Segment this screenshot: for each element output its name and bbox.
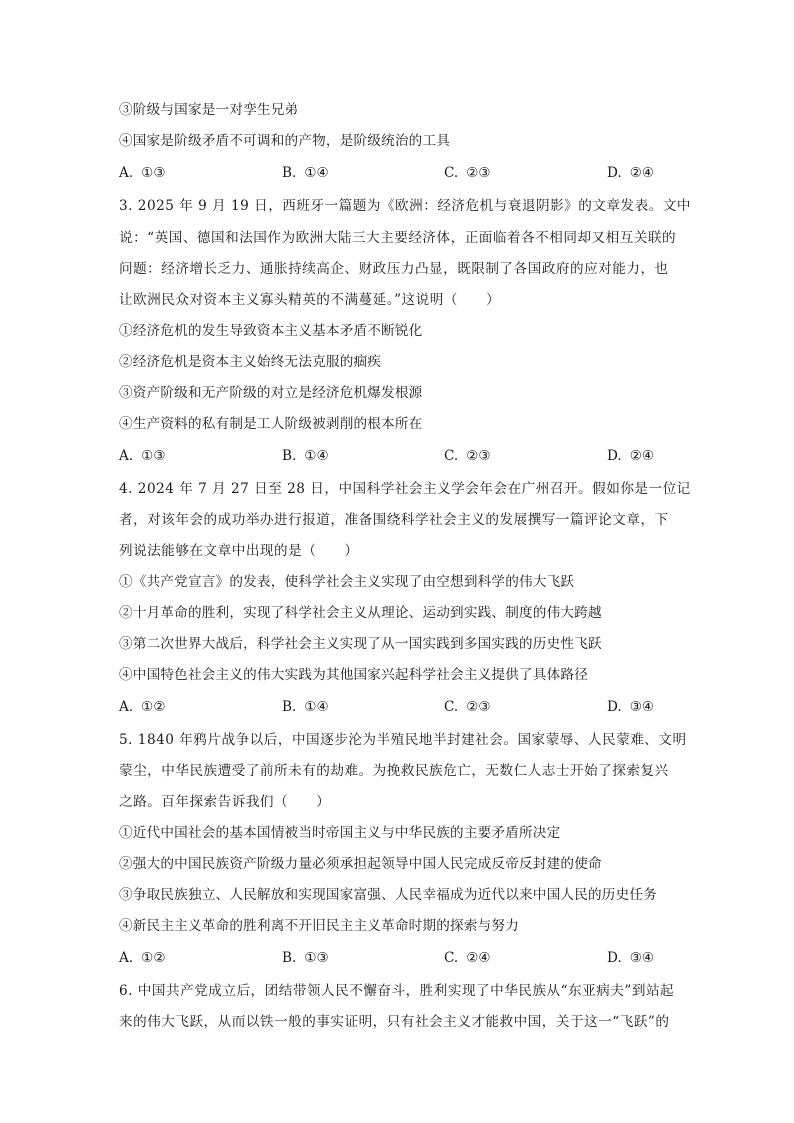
q5-option-b[interactable]: B. ①③ xyxy=(282,950,329,966)
q5-option-c[interactable]: C. ②④ xyxy=(444,950,491,966)
question-4-statement-3: ③第二次世界大战后，科学社会主义实现了从一国实践到多国实践的历史性飞跃 xyxy=(119,636,602,652)
q5-option-d[interactable]: D. ③④ xyxy=(607,950,655,966)
q3-option-d[interactable]: D. ②④ xyxy=(607,448,655,464)
option-a[interactable]: A. ①③ xyxy=(119,165,166,181)
statement-3: ③阶级与国家是一对孪生兄弟 xyxy=(119,102,299,118)
question-4-statement-1: ①《共产党宣言》的发表，使科学社会主义实现了由空想到科学的伟大飞跃 xyxy=(119,574,575,590)
question-5-stem-line: 蒙尘，中华民族遭受了前所未有的劫难。为挽救民族危亡，无数仁人志士开始了探索复兴 xyxy=(119,763,669,779)
question-6-stem-line: 6. 中国共产党成立后，团结带领人民不懈奋斗，胜利实现了中华民族从“东亚病夫”到站起 xyxy=(119,983,675,999)
option-c[interactable]: C. ②③ xyxy=(444,165,491,181)
q3-option-b[interactable]: B. ①④ xyxy=(282,448,329,464)
question-3-statement-4: ④生产资料的私有制是工人阶级被剥削的根本所在 xyxy=(119,416,423,432)
question-4-stem-line: 4. 2024 年 7 月 27 日至 28 日，中国科学社会主义学会年会在广州召开。假如你是一位记 xyxy=(119,481,691,497)
q4-option-c[interactable]: C. ②③ xyxy=(444,699,491,715)
question-5-stem-line: 之路。百年探索告诉我们（ ） xyxy=(119,794,331,810)
question-3-stem-line: 让欧洲民众对资本主义寡头精英的不满蔓延。”这说明（ ） xyxy=(119,292,501,308)
question-5-statement-4: ④新民主主义革命的胜利离不开旧民主主义革命时期的探索与努力 xyxy=(119,918,520,934)
question-5-statement-3: ③争取民族独立、人民解放和实现国家富强、人民幸福成为近代以来中国人民的历史任务 xyxy=(119,887,657,903)
q4-option-d[interactable]: D. ③④ xyxy=(607,699,655,715)
question-3-stem-line: 3. 2025 年 9 月 19 日，西班牙一篇题为《欧洲：经济危机与衰退阴影》的文章发表。文中 xyxy=(119,198,692,214)
question-6-stem-line: 来的伟大飞跃，从而以铁一般的事实证明，只有社会主义才能救中国，关于这一“飞跃”的 xyxy=(119,1014,670,1030)
question-5-statement-1: ①近代中国社会的基本国情被当时帝国主义与中华民族的主要矛盾所决定 xyxy=(119,825,561,841)
question-4-stem-line: 者，对该年会的成功举办进行报道，准备围绕科学社会主义的发展撰写一篇评论文章，下 xyxy=(119,512,669,528)
question-4-options xyxy=(119,697,659,717)
question-5-options xyxy=(119,948,659,968)
question-5-statement-2: ②强大的中国民族资产阶级力量必须承担起领导中国人民完成反帝反封建的使命 xyxy=(119,856,602,872)
question-3-statement-3: ③资产阶级和无产阶级的对立是经济危机爆发根源 xyxy=(119,385,423,401)
answer-options xyxy=(119,163,659,183)
q5-option-a[interactable]: A. ①② xyxy=(119,950,166,966)
option-d[interactable]: D. ②④ xyxy=(607,165,655,181)
q3-option-a[interactable]: A. ①③ xyxy=(119,448,166,464)
question-5-stem-line: 5. 1840 年鸦片战争以后，中国逐步沦为半殖民地半封建社会。国家蒙辱、人民蒙难、文明 xyxy=(119,732,687,748)
q4-option-a[interactable]: A. ①② xyxy=(119,699,166,715)
question-3-statement-1: ①经济危机的发生导致资本主义基本矛盾不断锐化 xyxy=(119,323,423,339)
q4-option-b[interactable]: B. ①④ xyxy=(282,699,329,715)
question-3-options xyxy=(119,446,659,466)
question-3-stem-line: 说：“英国、德国和法国作为欧洲大陆三大主要经济体，正面临着各不相同却又相互关联的 xyxy=(119,230,677,246)
q3-option-c[interactable]: C. ②③ xyxy=(444,448,491,464)
question-4-statement-4: ④中国特色社会主义的伟大实践为其他国家兴起科学社会主义提供了具体路径 xyxy=(119,667,588,683)
statement-4: ④国家是阶级矛盾不可调和的产物，是阶级统治的工具 xyxy=(119,133,451,149)
option-b[interactable]: B. ①④ xyxy=(282,165,329,181)
question-3-statement-2: ②经济危机是资本主义始终无法克服的痼疾 xyxy=(119,354,382,370)
question-3-stem-line: 问题：经济增长乏力、通胀持续高企、财政压力凸显，既限制了各国政府的应对能力，也 xyxy=(119,261,669,277)
question-4-statement-2: ②十月革命的胜利，实现了科学社会主义从理论、运动到实践、制度的伟大跨越 xyxy=(119,605,602,621)
question-4-stem-line: 列说法能够在文章中出现的是（ ） xyxy=(119,543,359,559)
